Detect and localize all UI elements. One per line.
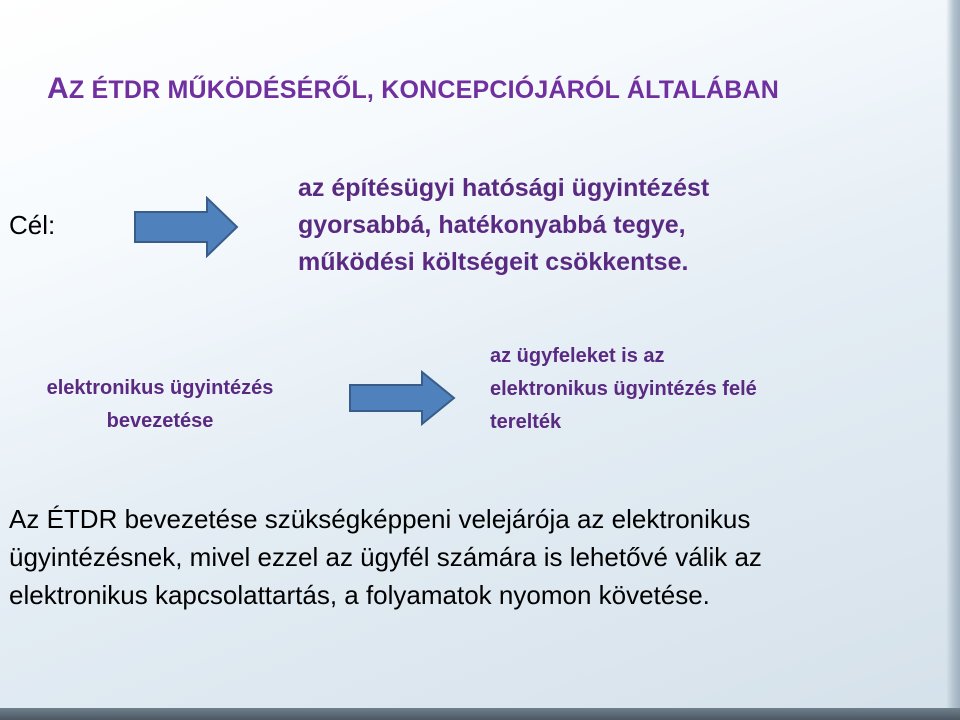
flow-result-line: elektronikus ügyintézés felé: [490, 378, 757, 400]
flow-source-line: bevezetése: [106, 410, 214, 432]
flow-result-line: terelték: [490, 411, 562, 433]
slide-title: [47, 72, 779, 106]
flow-result-text: [490, 340, 910, 439]
right-arrow-icon: [133, 196, 241, 258]
summary-line: elektronikus kapcsolattartás, a folyamatok nyomon követése.: [9, 580, 710, 610]
flow-source-text: [0, 372, 320, 438]
title-first-letter: A: [47, 72, 69, 105]
summary-line: ügyintézésnek, mivel ezzel az ügyfél számára is lehetővé válik az: [9, 542, 762, 572]
summary-line: Az ÉTDR bevezetése szükségképpeni velejárója az elektronikus: [9, 504, 751, 534]
flow-result-line: az ügyfeleket is az: [490, 345, 665, 367]
summary-paragraph: [9, 500, 954, 614]
flow-source-line: elektronikus ügyintézés: [46, 377, 274, 399]
goal-label: Cél:: [9, 210, 56, 240]
right-arrow-icon: [348, 370, 458, 426]
goal-line: az építésügyi hatósági ügyintézést: [298, 174, 710, 202]
goal-line: működési költségeit csökkentse.: [298, 248, 689, 276]
goal-text: [298, 170, 898, 281]
title-rest: Z ÉTDR MŰKÖDÉSÉRŐL, KONCEPCIÓJÁRÓL ÁLTALÁBAN: [68, 76, 780, 104]
goal-line: gyorsabbá, hatékonyabbá tegye,: [298, 211, 686, 239]
